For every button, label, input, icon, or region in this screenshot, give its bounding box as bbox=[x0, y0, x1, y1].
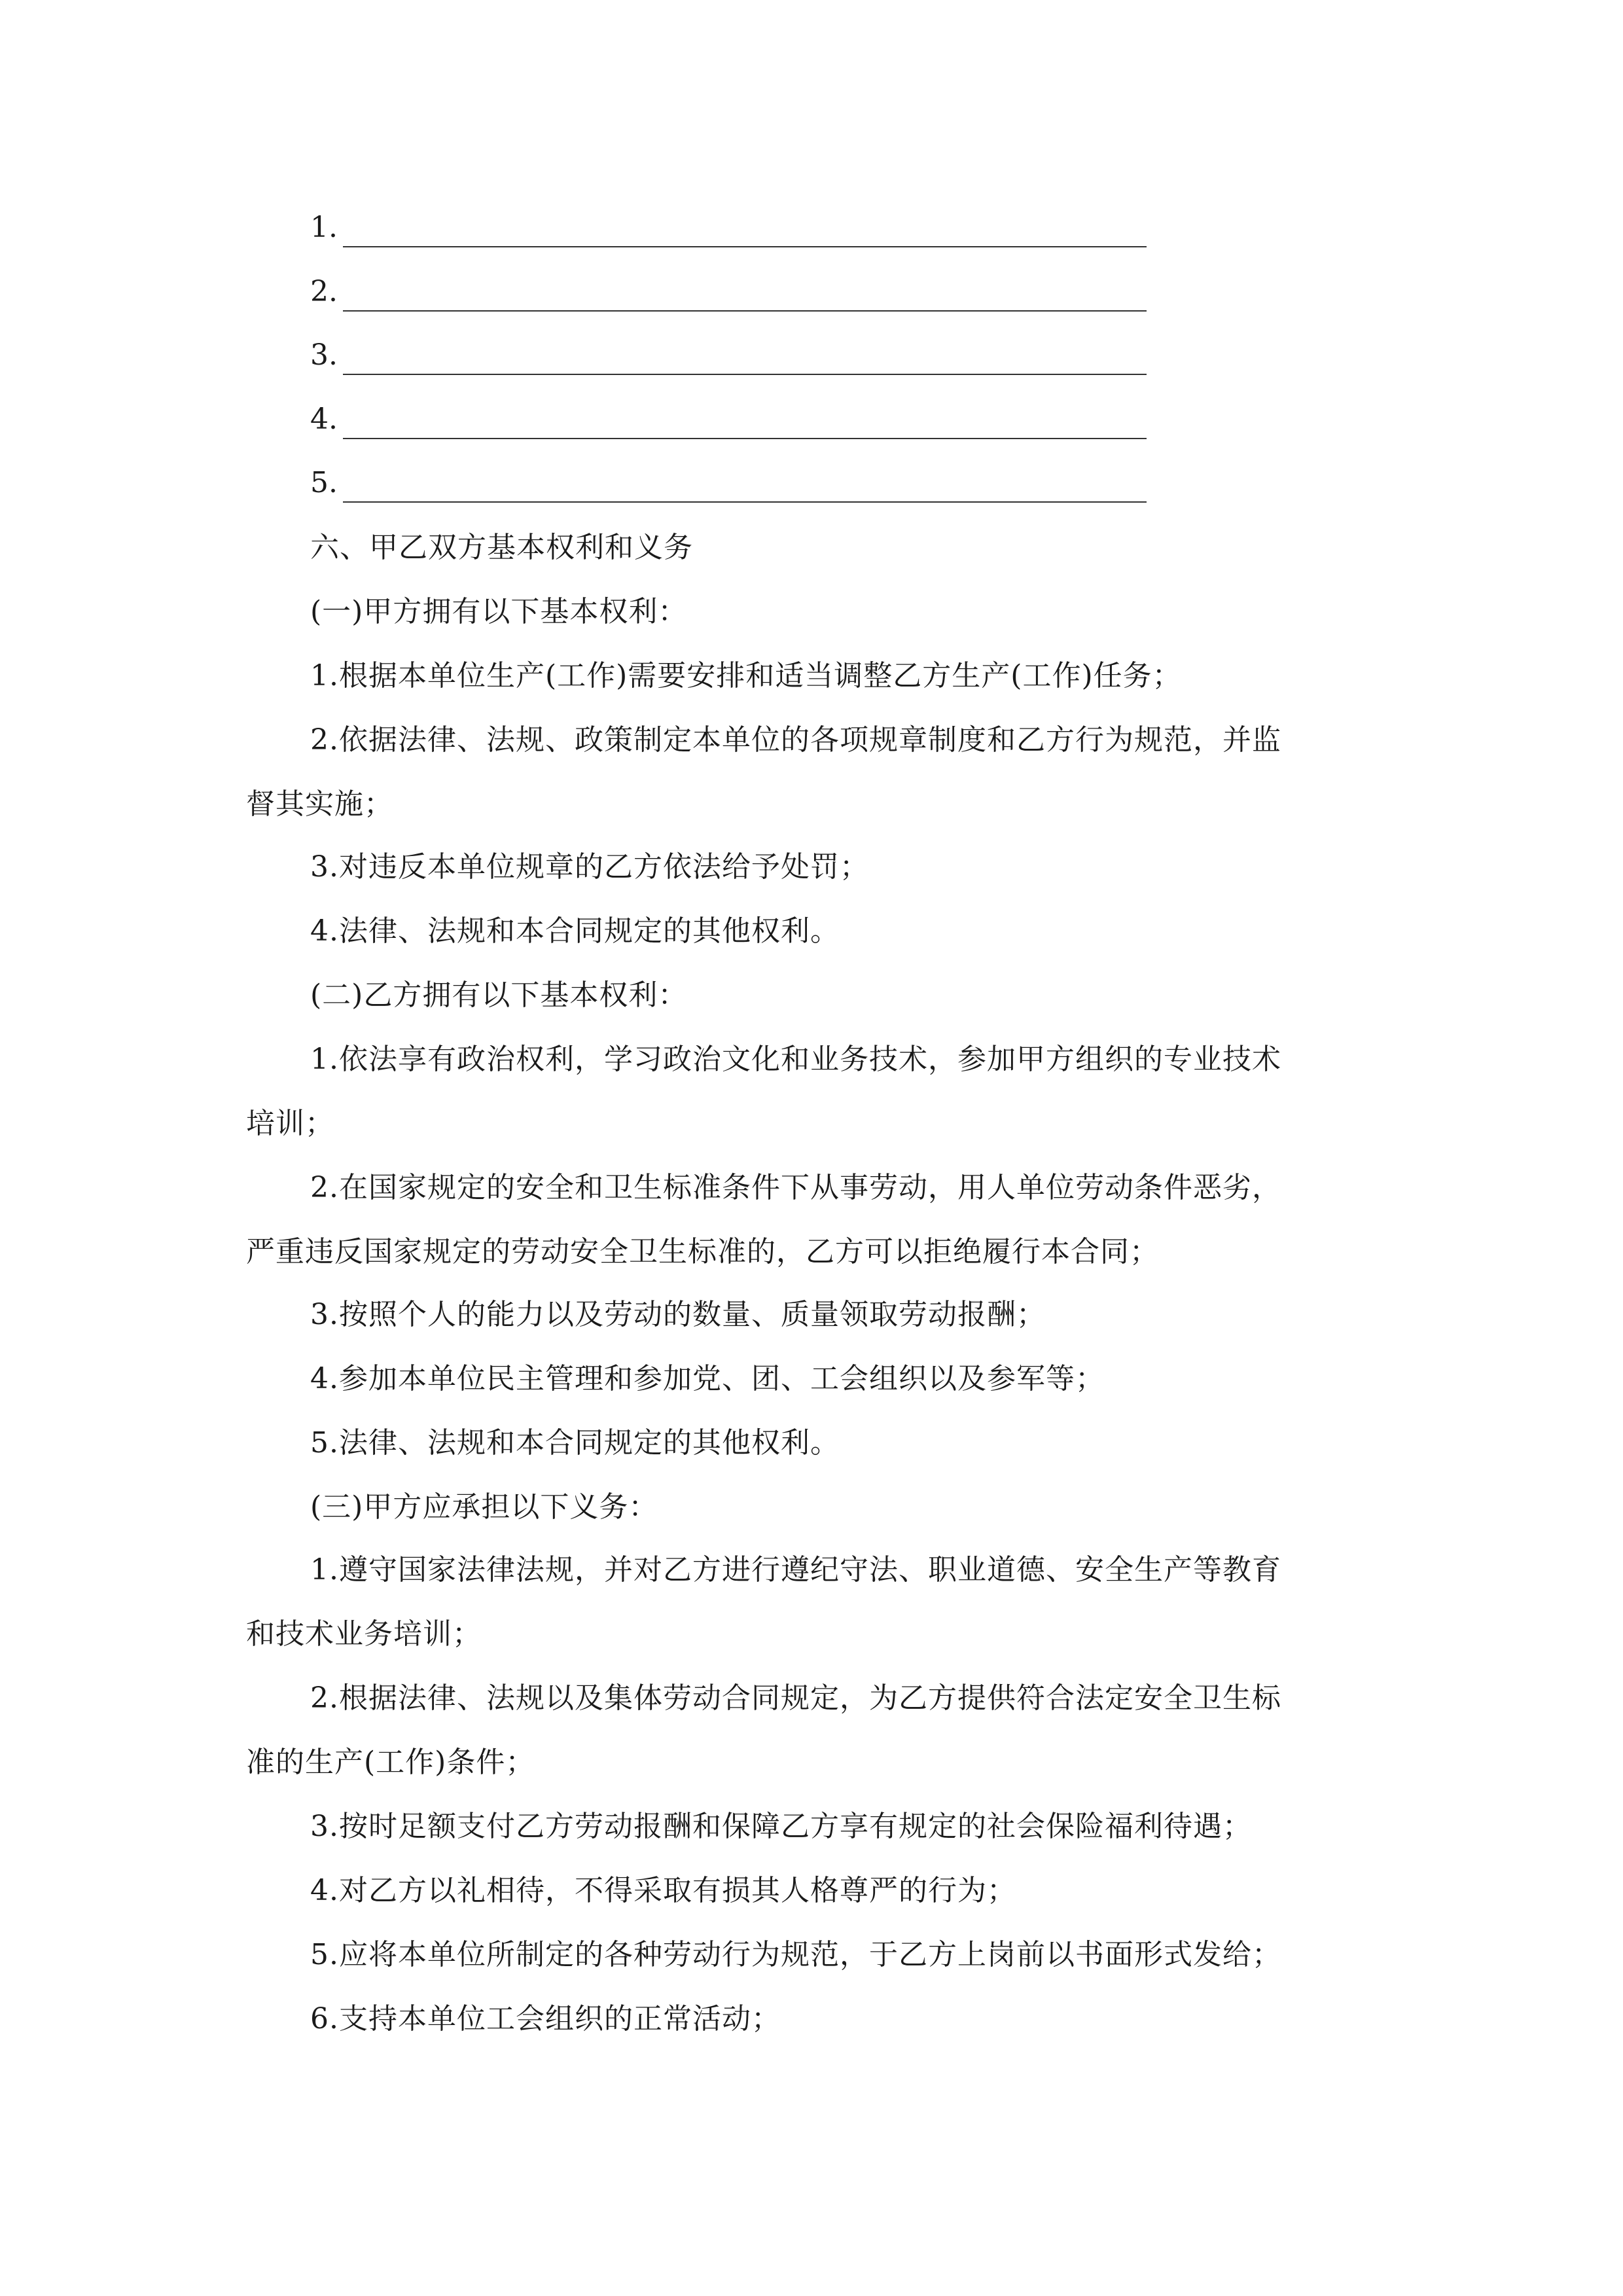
list-item: 3.按时足额支付乙方劳动报酬和保障乙方享有规定的社会保险福利待遇； bbox=[310, 1810, 1252, 1843]
list-item: 3.按照个人的能力以及劳动的数量、质量领取劳动报酬； bbox=[310, 1298, 1046, 1331]
blank-fill-rule bbox=[343, 281, 1147, 312]
list-item-line: 准的生产(工作)条件； bbox=[246, 1746, 535, 1779]
party-b-rights-heading: (二)乙方拥有以下基本权利： bbox=[310, 978, 688, 1012]
list-item-line: 1.遵守国家法律法规，并对乙方进行遵纪守法、职业道德、安全生产等教育 bbox=[310, 1553, 1281, 1587]
list-item-line: 1.依法享有政治权利，学习政治文化和业务技术，参加甲方组织的专业技术 bbox=[310, 1043, 1281, 1076]
blank-line-number: 2. bbox=[310, 275, 338, 308]
blank-line-number: 1. bbox=[310, 211, 338, 244]
list-item: 1.根据本单位生产(工作)需要安排和适当调整乙方生产(工作)任务； bbox=[310, 659, 1182, 692]
list-item-line: 2.依据法律、法规、政策制定本单位的各项规章制度和乙方行为规范，并监 bbox=[310, 723, 1281, 757]
list-item: 4.参加本单位民主管理和参加党、团、工会组织以及参军等； bbox=[310, 1362, 1105, 1395]
section-title: 六、甲乙双方基本权利和义务 bbox=[310, 531, 693, 564]
blank-line-5 bbox=[310, 463, 1147, 503]
list-item: 5.应将本单位所制定的各种劳动行为规范，于乙方上岗前以书面形式发给； bbox=[310, 1938, 1281, 1971]
list-item bbox=[246, 1538, 1398, 1666]
list-item: 3.对违反本单位规章的乙方依法给予处罚； bbox=[310, 850, 869, 884]
list-item-line: 严重违反国家规定的劳动安全卫生标准的，乙方可以拒绝履行本合同； bbox=[246, 1235, 1159, 1268]
blank-fill-rule bbox=[343, 409, 1147, 439]
list-item: 4.法律、法规和本合同规定的其他权利。 bbox=[310, 914, 840, 948]
blank-line-number: 4. bbox=[310, 403, 338, 436]
list-item bbox=[246, 1028, 1398, 1156]
list-item-line: 2.在国家规定的安全和卫生标准条件下从事劳动，用人单位劳动条件恶劣， bbox=[310, 1171, 1281, 1204]
blank-line-number: 5. bbox=[310, 466, 338, 499]
blank-line-number: 3. bbox=[310, 338, 338, 372]
blank-fill-rule bbox=[343, 345, 1147, 375]
list-item-line: 培训； bbox=[246, 1107, 334, 1140]
list-item bbox=[246, 708, 1398, 836]
list-item: 4.对乙方以礼相待，不得采取有损其人格尊严的行为； bbox=[310, 1874, 1016, 1907]
party-a-rights-heading: (一)甲方拥有以下基本权利： bbox=[310, 595, 688, 628]
list-item-line: 和技术业务培训； bbox=[246, 1617, 482, 1651]
blank-line-3 bbox=[310, 336, 1147, 375]
list-item bbox=[246, 1666, 1398, 1795]
blank-line-2 bbox=[310, 272, 1147, 312]
list-item: 6.支持本单位工会组织的正常活动； bbox=[310, 2002, 781, 2036]
list-item-line: 2.根据法律、法规以及集体劳动合同规定，为乙方提供符合法定安全卫生标 bbox=[310, 1681, 1281, 1715]
blank-line-1 bbox=[310, 208, 1147, 247]
blank-fill-rule bbox=[343, 217, 1147, 247]
blank-line-4 bbox=[310, 400, 1147, 439]
list-item: 5.法律、法规和本合同规定的其他权利。 bbox=[310, 1426, 840, 1460]
list-item-line: 督其实施； bbox=[246, 787, 393, 821]
list-item bbox=[246, 1156, 1398, 1284]
blank-fill-rule bbox=[343, 473, 1147, 503]
party-a-duties-heading: (三)甲方应承担以下义务： bbox=[310, 1490, 658, 1524]
